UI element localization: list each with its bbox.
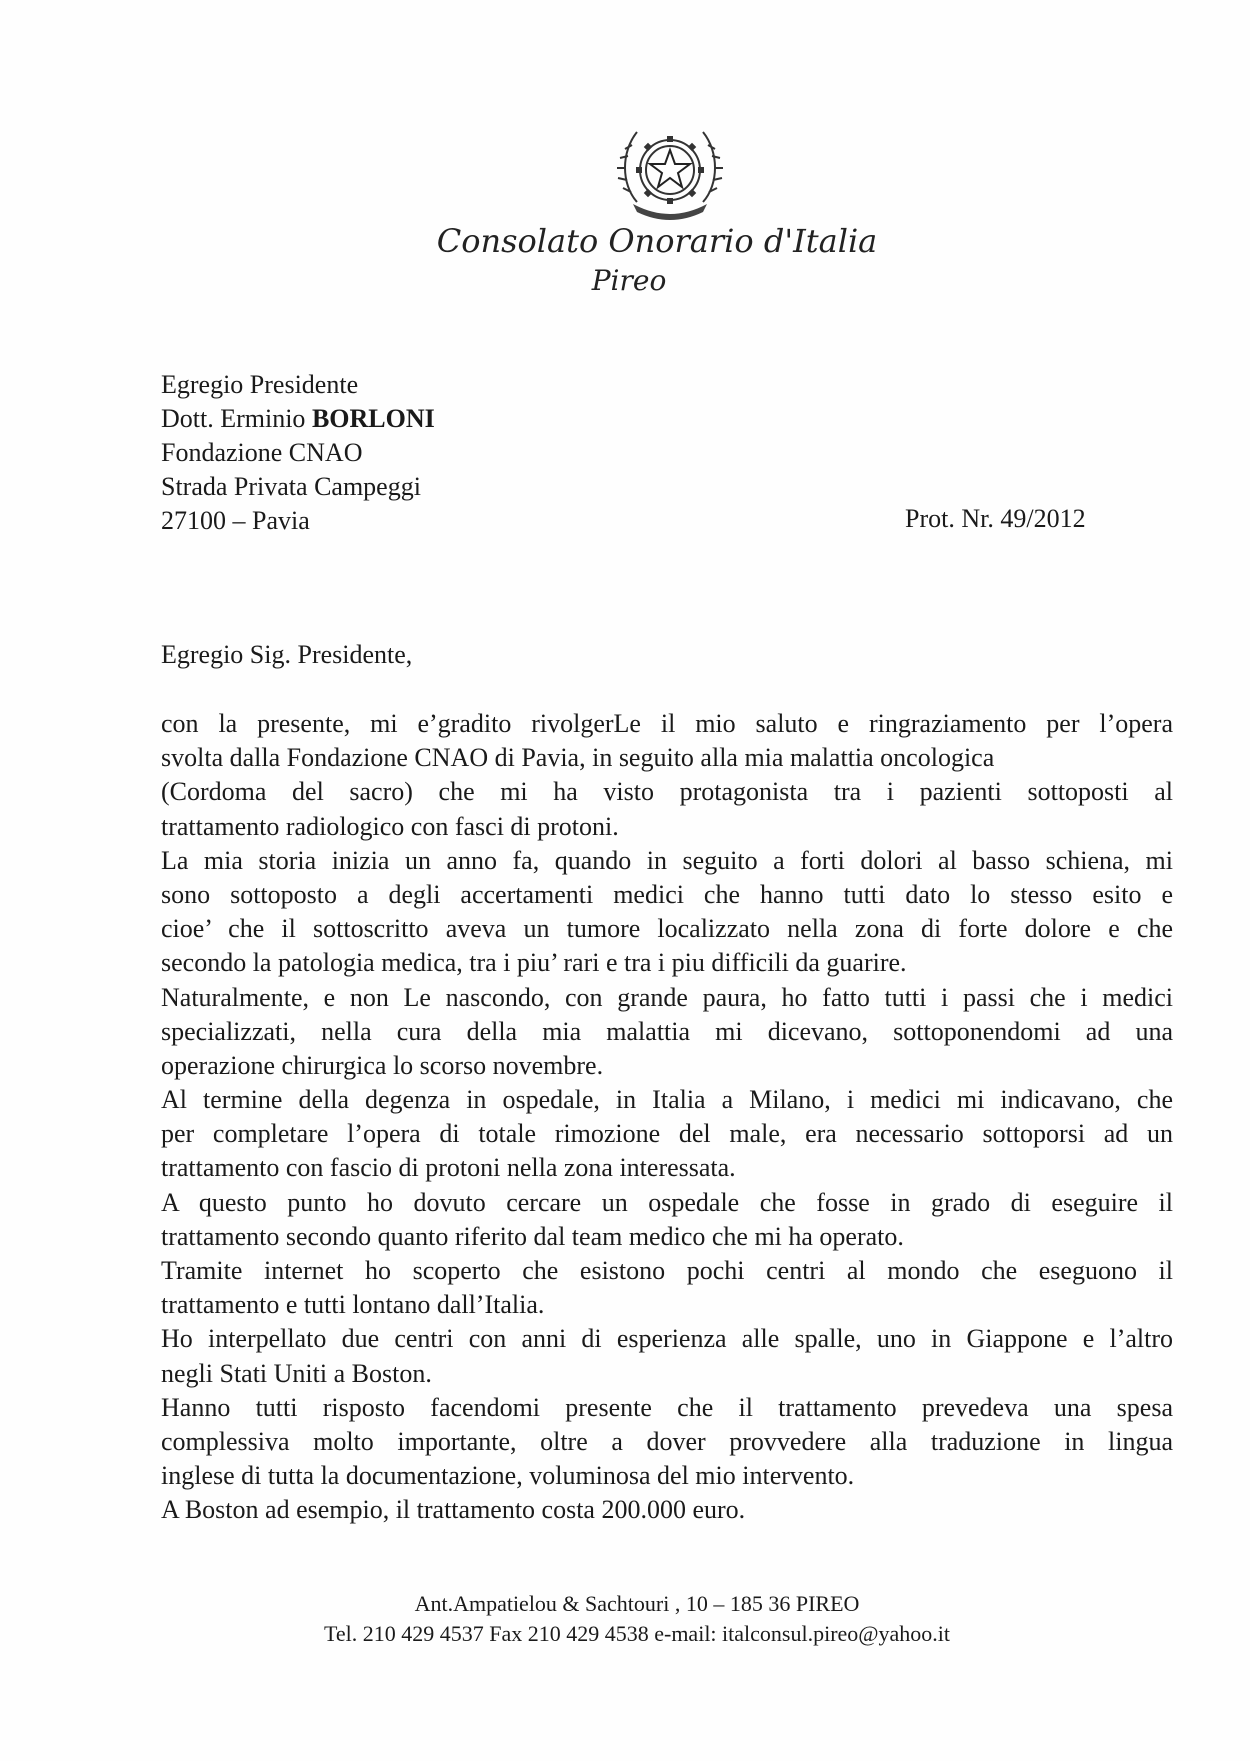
body-line: trattamento secondo quanto riferito dal team medico che mi ha operato.	[161, 1221, 904, 1251]
protocol-number: Prot. Nr. 49/2012	[905, 504, 1086, 533]
body-line: cioe’ che il sottoscritto aveva un tumore localizzato nella zona di forte dolore e che	[161, 914, 1173, 944]
body-line: complessiva molto importante, oltre a dover provvedere alla traduzione in lingua	[161, 1426, 1173, 1456]
body-line: sono sottoposto a degli accertamenti medici che hanno tutti dato lo stesso esito e	[161, 879, 1173, 909]
body-line: specializzati, nella cura della mia malattia mi dicevano, sottoponendomi ad una	[161, 1016, 1173, 1046]
recipient-line-2	[161, 402, 435, 436]
letter-body	[161, 707, 1173, 1528]
body-line: con la presente, mi e’gradito rivolgerLe il mio saluto e ringraziamento per l’opera	[161, 709, 1173, 738]
recipient-line-3: Fondazione CNAO	[161, 438, 363, 467]
body-line: A questo punto ho dovuto cercare un ospedale che fosse in grado di eseguire il	[161, 1187, 1173, 1217]
body-line: Hanno tutti risposto facendomi presente che il trattamento prevedeva una spesa	[161, 1392, 1173, 1422]
recipient-line-4: Strada Privata Campeggi	[161, 472, 421, 501]
body-line: Tramite internet ho scoperto che esistono pochi centri al mondo che eseguono il	[161, 1256, 1173, 1285]
salutation: Egregio Sig. Presidente,	[161, 640, 413, 669]
body-line: Ho interpellato due centri con anni di esperienza alle spalle, uno in Giappone e l’altro	[161, 1324, 1173, 1354]
body-line: operazione chirurgica lo scorso novembre.	[161, 1050, 604, 1080]
body-line: trattamento con fascio di protoni nella zona interessata.	[161, 1153, 736, 1183]
recipient-line-1: Egregio Presidente	[161, 370, 359, 399]
recipient-surname: BORLONI	[311, 404, 435, 433]
footer-contacts: Tel. 210 429 4537 Fax 210 429 4538 e-mail: italconsul.pireo@yahoo.it	[323, 1621, 951, 1646]
body-line: (Cordoma del sacro) che mi ha visto protagonista tra i pazienti sottoposti al	[161, 777, 1173, 807]
italian-republic-emblem-icon	[615, 112, 725, 224]
body-line: svolta dalla Fondazione CNAO di Pavia, in seguito alla mia malattia oncologica	[161, 743, 995, 773]
body-line: Al termine della degenza in ospedale, in Italia a Milano, i medici mi indicavano, che	[161, 1085, 1173, 1115]
body-line: Naturalmente, e non Le nascondo, con grande paura, ho fatto tutti i passi che i medici	[161, 982, 1173, 1012]
body-line: A Boston ad esempio, il trattamento costa 200.000 euro.	[161, 1495, 746, 1525]
body-line: trattamento radiologico con fasci di protoni.	[161, 811, 619, 841]
footer-address: Ant.Ampatielou & Sachtouri , 10 – 185 36 PIREO	[414, 1591, 860, 1616]
body-line: per completare l’opera di totale rimozione del male, era necessario sottoporsi ad un	[161, 1119, 1173, 1149]
body-line: trattamento e tutti lontano dall’Italia.	[161, 1290, 545, 1320]
letterhead-city: Pireo	[591, 264, 667, 297]
recipient-name: Dott. Erminio	[161, 404, 312, 433]
recipient-address	[161, 368, 435, 538]
body-line: inglese di tutta la documentazione, voluminosa del mio intervento.	[161, 1461, 855, 1491]
letterhead-title: Consolato Onorario d'Italia	[436, 222, 878, 260]
body-line: negli Stati Uniti a Boston.	[161, 1358, 432, 1388]
body-line: La mia storia inizia un anno fa, quando in seguito a forti dolori al basso schiena, mi	[161, 845, 1173, 875]
body-line: secondo la patologia medica, tra i piu’ rari e tra i piu difficili da guarire.	[161, 948, 907, 978]
recipient-line-5: 27100 – Pavia	[161, 506, 310, 535]
